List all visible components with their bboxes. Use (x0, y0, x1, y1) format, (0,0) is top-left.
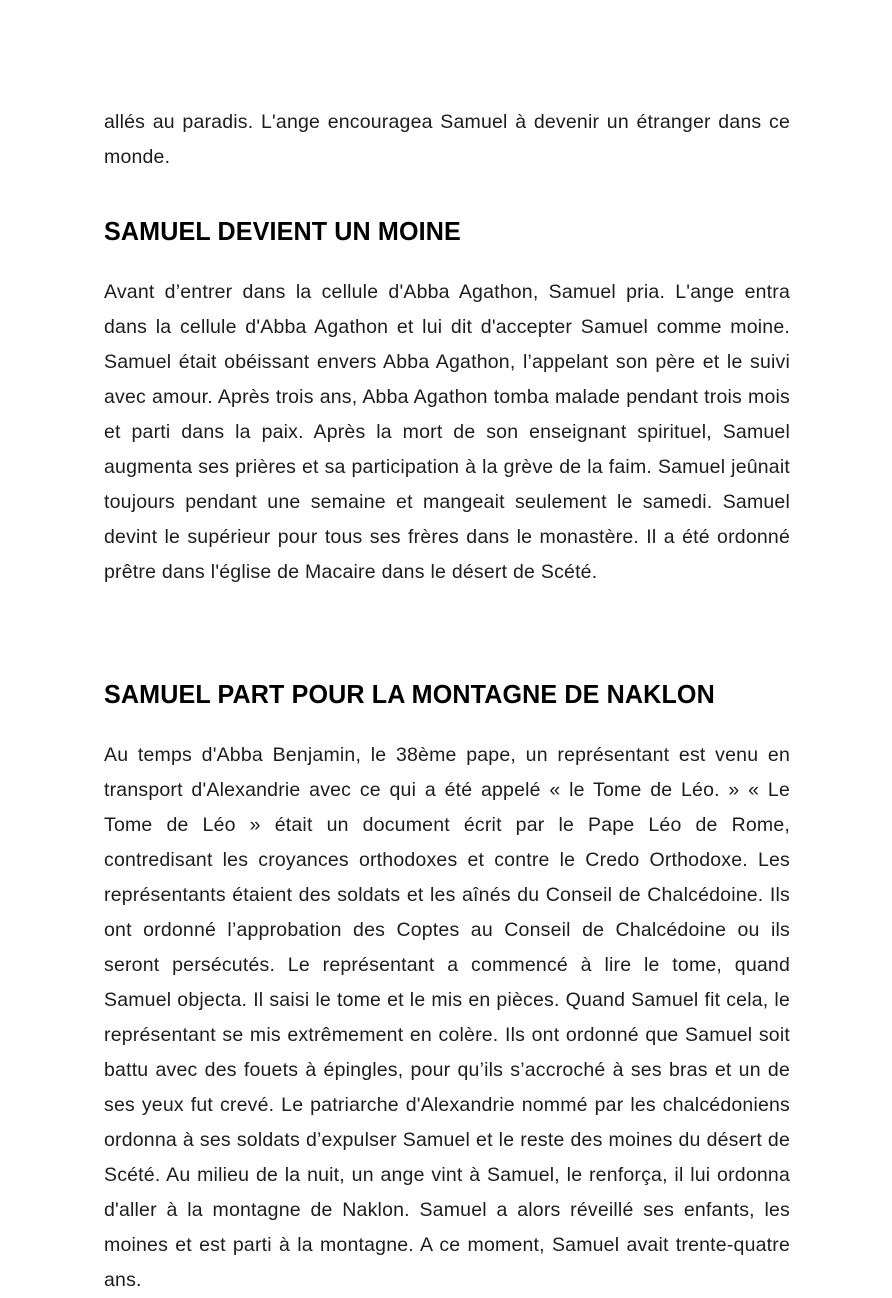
heading-samuel-part-pour-la-montagne-de-naklon: SAMUEL PART POUR LA MONTAGNE DE NAKLON (104, 681, 715, 709)
spacer (104, 247, 790, 275)
paragraph-samuel-part-pour-la-montagne-de-naklon: Au temps d'Abba Benjamin, le 38ème pape, un représentant est venu en transport d'Alexandrie avec ce qui a été appelé « le Tome de Léo. » « Le Tome de Léo » était un document écrit par le Pape Léo de Rome, contredisant les croyances orthodoxes et contre le Credo Orthodoxe. Les représentants étaient des soldats et les aînés du Conseil de Chalcédoine. Ils ont ordonné l’approbation des Coptes au Conseil de Chalcédoine ou ils seront persécutés. Le représentant a commencé à lire le tome, quand Samuel objecta. Il saisi le tome et le mis en pièces. Quand Samuel fit cela, le représentant se mis extrêmement en colère. Ils ont ordonné que Samuel soit battu avec des fouets à épingles, pour qu’ils s’accroché à ses bras et un de ses yeux fut crevé. Le patriarche d'Alexandrie nommé par les chalcédoniens ordonna à ses soldats d’expulser Samuel et le reste des moines du désert de Scété. Au milieu de la nuit, un ange vint à Samuel, le renforça, il lui ordonna d'aller à la montagne de Naklon. Samuel a alors réveillé ses enfants, les moines et est parti à la montagne. A ce moment, Samuel avait trente-quatre ans. (104, 744, 790, 1291)
document-body (104, 105, 790, 1298)
heading-samuel-devient-un-moine: SAMUEL DEVIENT UN MOINE (104, 218, 461, 246)
spacer (104, 590, 790, 680)
paragraph-samuel-devient-un-moine: Avant d’entrer dans la cellule d'Abba Agathon, Samuel pria. L'ange entra dans la cellule d'Abba Agathon et lui dit d'accepter Samuel comme moine. Samuel était obéissant envers Abba Agathon, l’appelant son père et le suivi avec amour. Après trois ans, Abba Agathon tomba malade pendant trois mois et parti dans la paix. Après la mort de son enseignant spirituel, Samuel augmenta ses prières et sa participation à la grève de la faim. Samuel jeûnait toujours pendant une semaine et mangeait seulement le samedi. Samuel devint le supérieur pour tous ses frères dans le monastère. Il a été ordonné prêtre dans l'église de Macaire dans le désert de Scété. (104, 281, 790, 583)
spacer (104, 175, 790, 217)
intro-paragraph: allés au paradis. L'ange encouragea Samuel à devenir un étranger dans ce monde. (104, 111, 790, 168)
spacer (104, 710, 790, 738)
